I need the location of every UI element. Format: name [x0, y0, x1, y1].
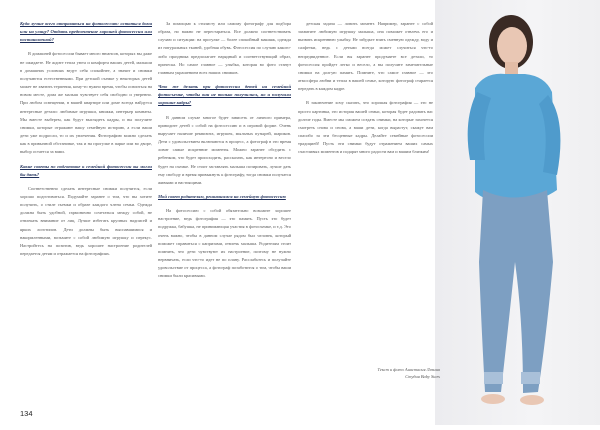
photo-credit-author: Текст и фото Анастасия Левина: [377, 367, 440, 372]
article-paragraph: В заключение хочу сказать, что хорошая фотография — это не просто картинка, это история вашей семьи, которая будет радовать вас долгие годы. Вместе мы сможем создать снимки, на которые захочется смотреть снова и снова, а ваши дети, когда вырастут, скажут вам спасибо за эти бесценные кадры. Делайте семейные фотосессии традицией! Пусть эти снимки будут отражением ваших самых счастливых моментов и подарят много радости вам и вашим близким!: [298, 100, 433, 155]
article-heading: Что же делать при фотосессии детей на семейной фотосъемке, чтобы они не только получились, но и получили хорошие кадры?: [158, 84, 291, 106]
text-column-3: [298, 20, 433, 163]
article-paragraph: На фотосессию с собой обязательно возьмите хорошее настроение, ведь фотография — это память. Пусть это будет подружка, бабушка, не принимающая участия в фотосъемке, и т.д. Это очень важно, чтобы в данном случае рядом был человек, который поможет справиться с капризами, отвлечь малыша. Родителям стоит помнить, что дети чувствуют их настроение, поэтому не нужно нервничать, если что-то идет не по плану. Расслабьтесь и получайте удовольствие от процесса, а фотограф позаботится о том, чтобы ваши снимки были красивыми.: [158, 208, 291, 279]
woman-portrait-illustration: [435, 0, 600, 425]
article-paragraph: В домашней фотосессии бывает много нюансов, которых вы даже не ожидаете. Не ждите тепла уюта и комфорта ваших детей, малыши в домашних условиях ведут себя спокойнее, а значит и снимки получаются естественными. При детской съемке у некоторых детей может не хватить терпения, кому-то нужно время, чтобы освоиться на новом месте, дома же малыш чувствует себя свободно и уверенно. При любом освещении, в вашей квартире или доме всегда найдутся интересные детали: любимые игрушки, книжки, интерьер комнаты. Мы вместе выберем, как будут выглядеть кадры, и вы получите снимки, которые отражают вашу семейную историю, а если ваши дети уже подросли, то и их увлечения. Фотографию можно сделать как в привычной обстановке, так и на прогулке в парке или во дворе, выбор остается за вами.: [20, 51, 152, 155]
page-number: 134: [20, 409, 33, 418]
article-paragraph: детская задача — ловить момент. Например, заранее с собой захватите любимую игрушку малыша, она поможет отвлечь его и вызвать искреннюю улыбку. Не забудьте взять сменную одежду, воду и салфетки, ведь с детьми всегда может случиться что-то непредвиденное. Если вы заранее продумаете все детали, то фотосессия пройдет легко и весело, а вы получите замечательные снимки на долгую память. Помните, что самое главное — это атмосфера любви и тепла в вашей семье, которую фотограф старается передать в каждом кадре.: [298, 21, 433, 92]
photo-credit: [305, 366, 440, 380]
article-heading: Куда лучше всего отправиться на фотосессию: остаться дома или на улицу? Отдать предпочтение хорошей фотосессии или постановочной?: [20, 21, 152, 43]
text-column-1: [20, 20, 152, 264]
article-paragraph: Соответственно сделать интересные снимки получится, если хорошо подготовиться. Подумайте заранее о том, что вы хотите получить, о стиле съемки и образе каждого члена семьи. Одежда должна быть удобной, гармонично сочетаться между собой, не отвлекать внимание от лиц. Лучше избегать крупных надписей и ярких логотипов. Дети должны быть выспавшимися и накормленными, возьмите с собой любимую игрушку и перекус. Настройтесь на позитив, ведь хорошее настроение родителей передается детям и отражается на фотографиях.: [20, 185, 152, 257]
article-paragraph: В данном случае многое будет зависеть от личного примера, приводите детей с собой на фотосессию и в игровой форме. Очень выручает наличие реквизита, игрушек, мыльных пузырей, шариков. Дети с удовольствием включаются в процесс, а фотограф в это время ловит самые искренние моменты. Можно заранее обсудить с ребенком, что будет происходить, рассказать, как интересно и весело будет на съемке. Не стоит заставлять малыша позировать, лучше дать ему свободу и время привыкнуть к фотографу, тогда снимки получатся живыми и настоящими.: [158, 114, 291, 185]
article-paragraph: За помощью к стилисту или самому фотографу для подбора образа, но важно не перестараться. Все должно соответствовать случаю и ситуации: на прогулке — более спокойный макияж, одежда из натуральных тканей, удобная обувь. Фотосессия по случаю какого-либо праздника предполагает нарядный и соответствующий образ, прическа. Но самое главное — улыбка, которая во фото станут главным украшением всех наших снимков.: [158, 21, 291, 75]
portrait-photo: [435, 0, 600, 425]
article-heading: Какие советы по подготовке к семейной фотосессии вы могли бы дать?: [20, 163, 152, 177]
text-column-2: [158, 20, 291, 287]
photo-credit-studio: Студия Baby Stars: [405, 374, 440, 379]
article-heading: Мой совет родителям, решившимся на семейную фотосессию: [158, 193, 286, 199]
